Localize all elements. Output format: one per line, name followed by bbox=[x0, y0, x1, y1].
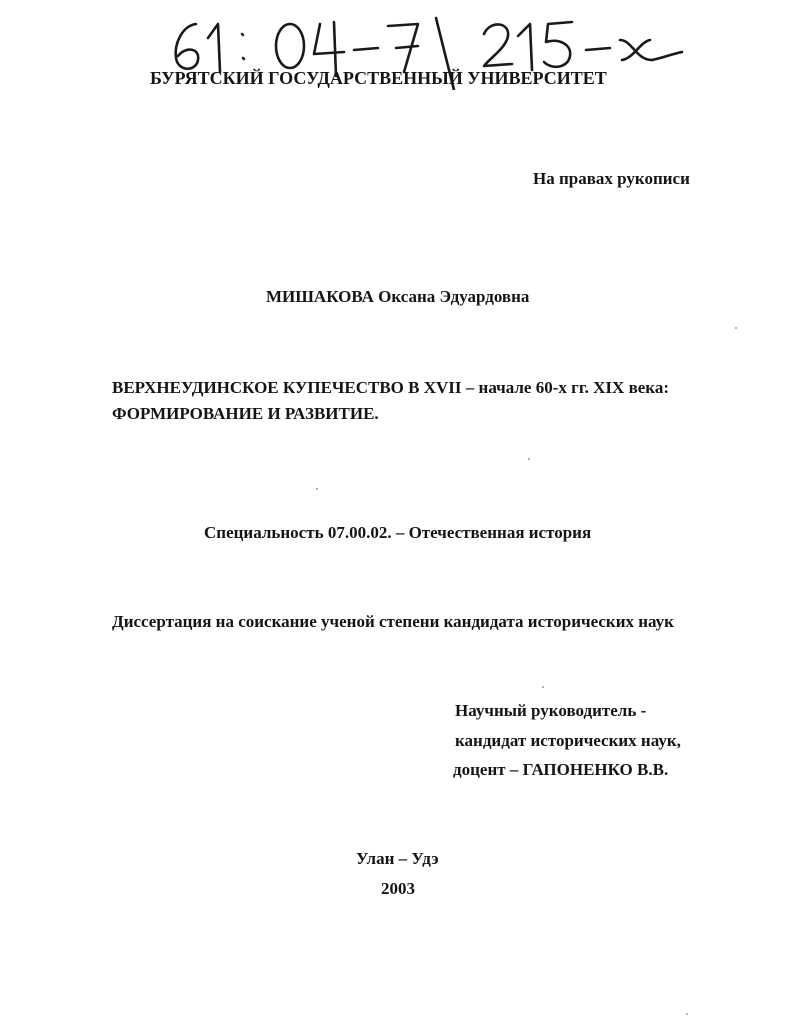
scan-speck bbox=[316, 488, 318, 490]
specialty: Специальность 07.00.02. – Отечественная история bbox=[204, 523, 592, 542]
manuscript-rights-note: На правах рукописи bbox=[533, 169, 690, 188]
scan-speck bbox=[735, 327, 737, 329]
university-name: БУРЯТСКИЙ ГОСУДАРСТВЕННЫЙ УНИВЕРСИТЕТ bbox=[150, 68, 607, 88]
supervisor-line-3: доцент – ГАПОНЕНКО В.В. bbox=[453, 760, 669, 779]
dissertation-degree: Диссертация на соискание ученой степени кандидата исторических наук bbox=[112, 612, 674, 631]
supervisor-line-2: кандидат исторических наук, bbox=[455, 731, 681, 750]
scan-speck bbox=[528, 458, 530, 460]
year: 2003 bbox=[381, 879, 415, 898]
supervisor-line-1: Научный руководитель - bbox=[455, 701, 647, 720]
author-name bbox=[266, 287, 529, 307]
place: Улан – Удэ bbox=[356, 849, 439, 868]
author-surname: МИШАКОВА bbox=[266, 287, 374, 306]
dissertation-title-line-2: ФОРМИРОВАНИЕ И РАЗВИТИЕ. bbox=[112, 404, 379, 423]
dissertation-title-line-1: ВЕРХНЕУДИНСКОЕ КУПЕЧЕСТВО В XVII – начале 60-х гг. XIX века: bbox=[112, 378, 669, 397]
author-given-names: Оксана Эдуардовна bbox=[378, 287, 530, 306]
scan-speck bbox=[542, 686, 544, 688]
scan-speck bbox=[686, 1013, 688, 1015]
